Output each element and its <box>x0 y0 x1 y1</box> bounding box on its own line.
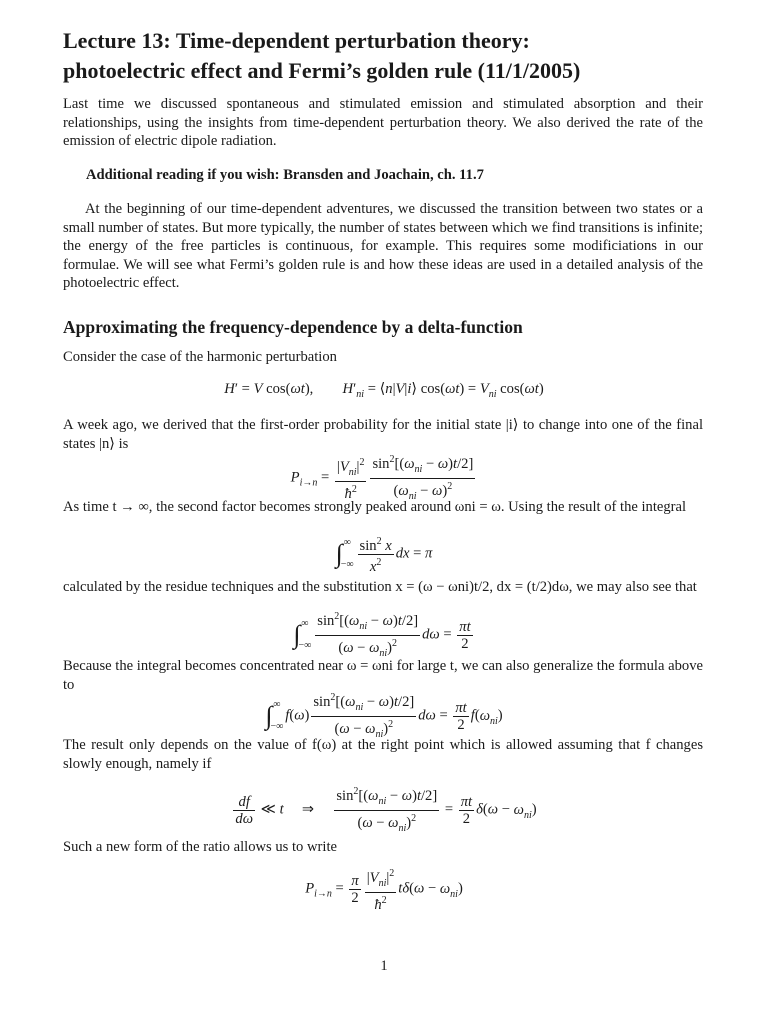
paragraph-consider: Consider the case of the harmonic perturbation <box>63 349 337 365</box>
title-line-1: Lecture 13: Time-dependent perturbation theory: <box>63 28 530 53</box>
title-line-2: photoelectric effect and Fermi’s golden rule (11/1/2005) <box>63 58 581 83</box>
equation-harmonic-perturbation: H′ = V cos(ωt), $H'_{ni}$ = ⟨n|V|i⟩ $\cos(\omega t) = V_{ni}$ cos(ωt) <box>224 381 544 400</box>
equation-generalized-integral: ∫ ∞ −∞ f(ω) $\frac{\sin^2[(\omega_{ni} - \omega)t/2]}{(\omega - \omega_{ni})^2}$ dω = $\frac{\pi t}{2}$ $f(\omega_{ni})$ <box>265 692 503 740</box>
page-number: 1 <box>380 958 388 974</box>
equation-delta-approximation: $\frac{df}{d\omega}$ ≪ t ⇒ $\frac{\sin^2[(\omega_{ni} - \omega)t/2]}{(\omega - \omega_{ni})^2}$ = $\frac{\pi t}{2}$ $\delta(\omega - \omega_{ni})$ <box>235 786 537 834</box>
paragraph-result: The result only depends on the value of f(ω) at the right point which is allowed assuming that f changes slowly enough, namely if <box>63 737 703 772</box>
equation-frequency-integral: ∫ ∞ −∞ $\frac{\sin^2[(\omega_{ni} - \omega)t/2]}{(\omega - \omega_{ni})^2}$ dω = $\frac{\pi t}{2}$ <box>293 611 471 659</box>
second-paragraph: At the beginning of our time-dependent adventures, we discussed the transition between two states or a small number of states. But more typically, the number of states between which we find transitions is infinite; the energy of the free particles is continuous, for example. This requires some modificiations in our formulae. We will see what Fermi’s golden rule is and how these ideas are used in a detailed analysis of the photoelectric effect. <box>63 201 703 292</box>
paragraph-because: Because the integral becomes concentrated near ω = ωni for large t, we can also generalize the formula above to <box>63 658 703 693</box>
paragraph-such: Such a new form of the ratio allows us to write <box>63 839 337 855</box>
paragraph-as-time: As time t → ∞, the second factor becomes strongly peaked around ωni = ω. Using the result of the integral <box>63 499 687 515</box>
intro-paragraph: Last time we discussed spontaneous and stimulated emission and stimulated absorption and their relationships, using the insights from time-dependent perturbation theory. We also derived the rate of the emission of electric dipole radiation. <box>63 96 703 150</box>
equation-sinc-integral: ∫ ∞ −∞ $\frac{\sin^2 x}{x^2}$ dx = π <box>335 535 433 575</box>
section-heading: Approximating the frequency-dependence by a delta-function <box>63 317 523 337</box>
additional-reading: Additional reading if you wish: Bransden and Joachain, ch. 11.7 <box>86 167 484 183</box>
equation-golden-rule-probability: $P_{i\to n}$ = $\frac{\pi}{2}$ $\frac{|V_{ni}|^2}{ħ^2}$ $t\delta(\omega - \omega_{ni})$ <box>305 868 463 913</box>
paragraph-calculated: calculated by the residue techniques and the substitution x = (ω − ωni)t/2, dx = (t/2)dω, we may also see that <box>63 579 697 595</box>
document-title <box>63 26 723 86</box>
paragraph-week-ago: A week ago, we derived that the first-order probability for the initial state |i⟩ to change into one of the final states |n⟩ is <box>63 417 703 452</box>
equation-transition-probability: $P_{i\to n}$ = $\frac{|V_{ni}|^2}{ħ^2}$ $\frac{\sin^2[(\omega_{ni} - \omega)t/2]}{(\omega_{ni} - \omega)^2}$ <box>290 454 474 502</box>
